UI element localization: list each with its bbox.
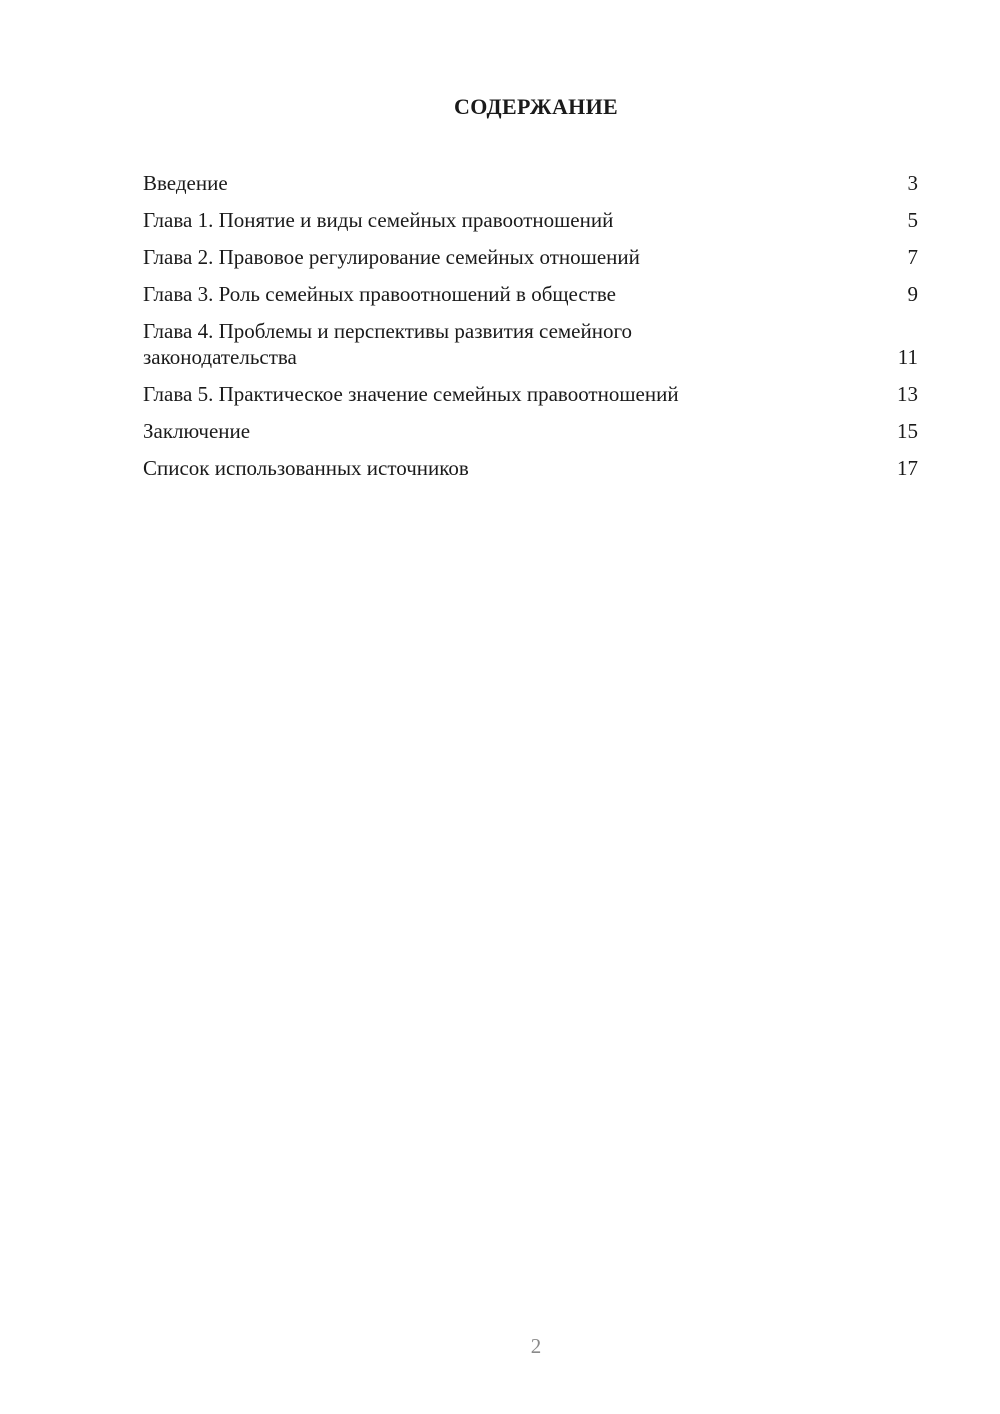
toc-entry-chapter-1 (143, 207, 918, 233)
toc-entry-page: 11 (897, 345, 918, 369)
toc-entry-chapter-2 (143, 244, 918, 270)
toc-entry-conclusion (143, 418, 918, 444)
toc-entry-text: Глава 5. Практическое значение семейных правоотношений (143, 382, 679, 406)
toc-entry-page: 15 (897, 419, 918, 443)
page-number: 2 (530, 1334, 542, 1358)
page-title: СОДЕРЖАНИЕ (454, 94, 618, 119)
table-of-contents (143, 170, 918, 492)
toc-entry-page: 17 (897, 456, 918, 480)
toc-entry-text: Глава 4. Проблемы и перспективы развития семейного законодательства (143, 319, 633, 369)
toc-entry-introduction (143, 170, 918, 196)
toc-entry-page: 13 (897, 382, 918, 406)
toc-entry-page: 7 (907, 245, 918, 269)
toc-entry-page: 9 (907, 282, 918, 306)
toc-entry-text: Список использованных источников (143, 456, 469, 480)
toc-entry-text: Заключение (143, 419, 251, 443)
toc-entry-chapter-4 (143, 318, 918, 370)
toc-entry-text: Глава 3. Роль семейных правоотношений в обществе (143, 282, 617, 306)
toc-entry-chapter-5 (143, 381, 918, 407)
toc-entry-page: 3 (907, 171, 918, 195)
toc-entry-text: Глава 2. Правовое регулирование семейных отношений (143, 245, 640, 269)
toc-entry-text: Глава 1. Понятие и виды семейных правоотношений (143, 208, 614, 232)
toc-entry-references (143, 455, 918, 481)
toc-entry-page: 5 (907, 208, 918, 232)
toc-entry-chapter-3 (143, 281, 918, 307)
toc-entry-text: Введение (143, 171, 228, 195)
